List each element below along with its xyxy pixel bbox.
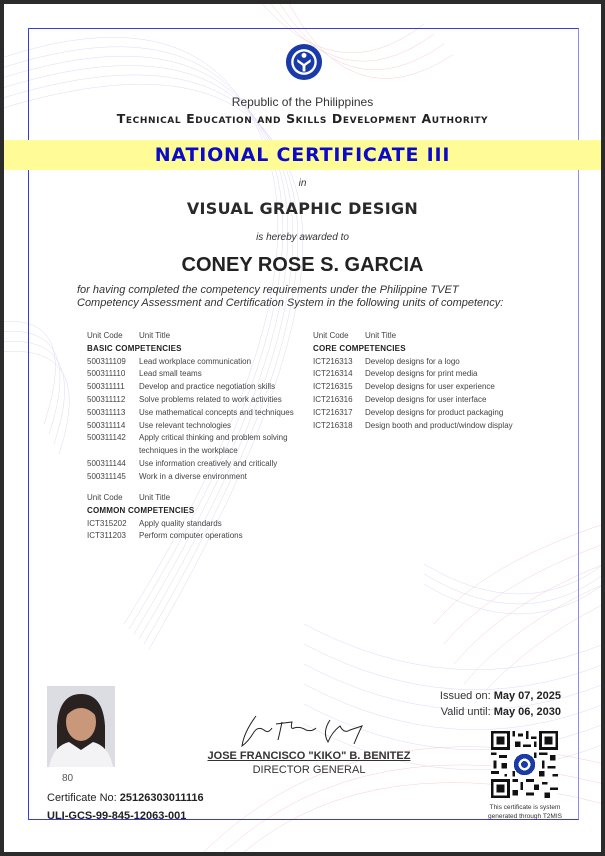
- unit-row: ICT216318 Design booth and product/window display: [313, 420, 513, 430]
- issued-date: Issued on: May 07, 2025: [439, 690, 561, 702]
- column-headers: Unit Code Unit Title: [87, 493, 171, 502]
- unit-row: ICT315202 Apply quality standards: [87, 518, 222, 528]
- unit-row: ICT216316 Develop designs for user interface: [313, 394, 487, 404]
- section-heading: BASIC COMPETENCIES: [87, 343, 182, 353]
- agency-name: Technical Education and Skills Development Authority: [116, 111, 489, 126]
- person-photo-icon: [47, 686, 115, 767]
- in-label: in: [298, 178, 307, 189]
- thumbmark: 80: [62, 773, 74, 784]
- unit-row: ICT216315 Develop designs for user experience: [313, 382, 495, 392]
- validity-dates: [440, 688, 561, 720]
- column-headers: Unit Code Unit Title: [313, 331, 397, 340]
- country-name: Republic of the Philippines: [231, 95, 374, 109]
- unit-row: 500311112 Solve problems related to work activities: [87, 394, 282, 404]
- unit-row: 500311113 Use mathematical concepts and techniques: [87, 407, 294, 417]
- holder-photo: [47, 686, 115, 767]
- recipient-name: CONEY ROSE S. GARCIA: [181, 254, 424, 276]
- unit-row: 500311110 Lead small teams: [87, 369, 202, 379]
- valid-until-date: Valid until: May 06, 2030: [440, 706, 561, 718]
- certificate-title: NATIONAL CERTIFICATE III: [154, 144, 451, 166]
- unit-row: 500311111 Develop and practice negotiation skills: [87, 382, 276, 392]
- qr-code-icon: [491, 731, 558, 798]
- awarded-label: is hereby awarded to: [256, 232, 349, 243]
- core-competencies: [313, 330, 553, 432]
- completion-statement: for having completed the competency requirements under the Philippine TVET Competency Assessment and Certification System in the following units of competency:: [77, 284, 504, 309]
- unit-row: 500311114 Use relevant technologies: [87, 420, 232, 430]
- certificate-page: [4, 4, 601, 852]
- signatory-name: JOSE FRANCISCO "KIKO" B. BENITEZ: [207, 750, 411, 762]
- unit-row: 500311109 Lead workplace communication: [87, 356, 252, 366]
- basic-competencies: [87, 330, 317, 484]
- unit-row: 500311142 Apply critical thinking and problem solving techniques in the workplace: [87, 433, 288, 456]
- column-headers: Unit Code Unit Title: [87, 331, 171, 340]
- qualification-title: VISUAL GRAPHIC DESIGN: [186, 199, 419, 218]
- uli-number: ULI-GCS-99-845-12063-001: [47, 810, 187, 822]
- unit-row: ICT216317 Develop designs for product packaging: [313, 407, 504, 417]
- unit-row: ICT311203 Perform computer operations: [87, 531, 243, 541]
- certificate-number: Certificate No: 25126303011116: [47, 792, 204, 804]
- unit-row: 500311144 Use information creatively and critically: [87, 458, 278, 468]
- section-heading: COMMON COMPETENCIES: [87, 505, 195, 515]
- common-competencies: [87, 492, 317, 543]
- unit-row: ICT216314 Develop designs for print media: [313, 369, 478, 379]
- signatory-title: DIRECTOR GENERAL: [252, 764, 366, 776]
- signature-icon: [234, 712, 374, 752]
- system-generated-note: This certificate is system generated through T2MIS: [488, 804, 562, 820]
- tesda-logo-icon: [285, 42, 323, 82]
- unit-row: ICT216313 Develop designs for a logo: [313, 356, 460, 366]
- section-heading: CORE COMPETENCIES: [313, 343, 406, 353]
- unit-row: 500311145 Work in a diverse environment: [87, 471, 247, 481]
